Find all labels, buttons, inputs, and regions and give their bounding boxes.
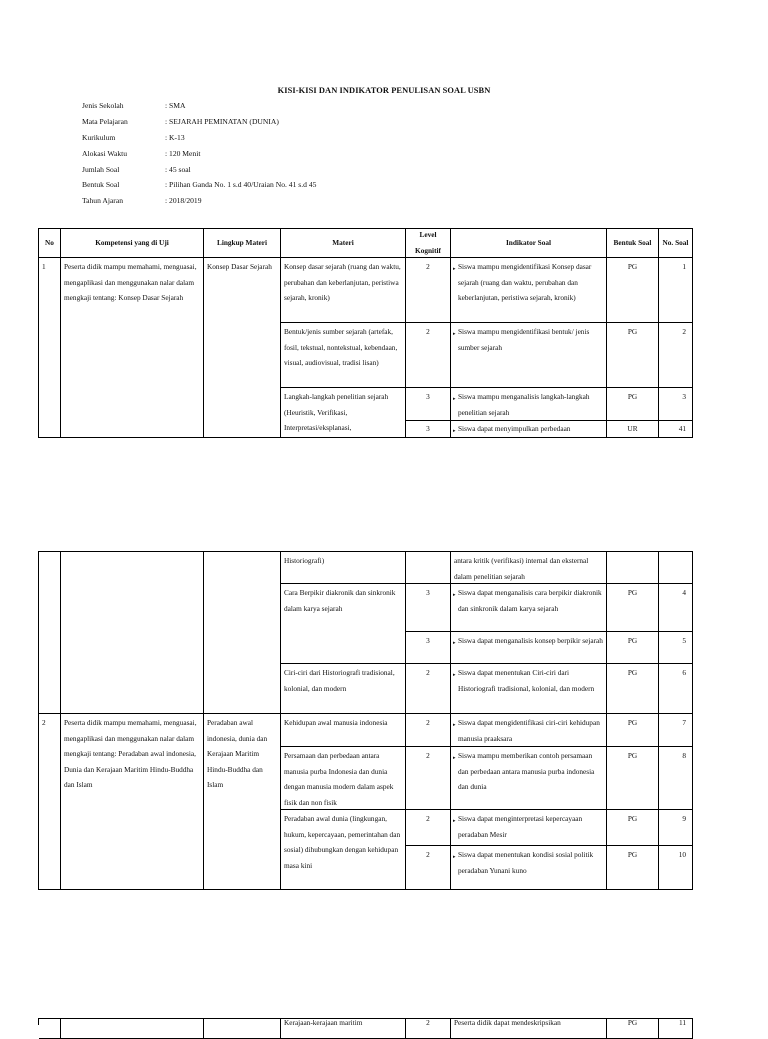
indikator-text: ▸ Siswa dapat menyimpulkan perbedaan [454,422,603,436]
materi-cell: Historiografi) [281,552,406,584]
row-number: 2 [39,714,61,890]
indikator-text: ▸ Siswa dapat menganalisis cara berpikir diakronik dan sinkronik dalam karya sejarah [454,585,603,616]
bentuk-cell: UR [607,421,659,438]
materi-cell: Langkah-langkah penelitian sejarah (Heuristik, Verifikasi, Interpretasi/eksplanasi, [281,388,406,438]
indikator-text: ▸ Siswa mampu mengidentifikasi Konsep dasar sejarah (ruang dan waktu, perubahan dan keberlanjutan, peristiwa sejarah, kronik) [454,259,603,306]
bentuk-cell: PG [607,714,659,747]
materi-cell: Bentuk/jenis sumber sejarah (artefak, fosil, tekstual, nontekstual, kebendaan, visual, audiovisual, tradisi lisan) [281,323,406,388]
lingkup-materi-cell [204,552,281,714]
indikator-cell [451,810,607,846]
indikator-text: ▸ Siswa mampu mengidentifikasi bentuk/ jenis sumber sejarah [454,324,603,355]
bentuk-cell: PG [607,258,659,323]
level-cell: 3 [406,632,451,664]
indikator-text: ▸ Siswa dapat menginterpretasi kepercayaan peradaban Mesir [454,811,603,842]
no-soal-cell: 4 [659,584,693,632]
row-number [39,552,61,714]
table-page-1 [38,228,693,438]
kompetensi-cell: Peserta didik mampu memahami, menguasai, mengaplikasi dan menggunakan nalar dalam mengkaji tentang: Peradaban awal indonesia, Dunia dan Kerajaan Maritim Hindu-Buddha dan Islam [61,714,204,890]
no-soal-cell: 10 [659,846,693,890]
level-cell: 3 [406,421,451,438]
no-soal-cell: 8 [659,747,693,810]
bentuk-cell: PG [607,388,659,421]
indikator-cell [451,846,607,890]
indikator-cell [451,323,607,388]
indikator-cell [451,421,607,438]
indikator-cell: antara kritik (verifikasi) internal dan eksternal dalam penelitian sejarah [451,552,607,584]
materi-cell: Persamaan dan perbedaan antara manusia purba Indonesia dan dunia dengan manusia modern dalam aspek fisik dan non fisik [281,747,406,810]
indikator-text: ▸ Siswa dapat menganalisis konsep berpikir sejarah [454,633,603,649]
materi-cell: Cara Berpikir diakronik dan sinkronik dalam karya sejarah [281,584,406,664]
level-cell: 2 [406,714,451,747]
no-soal-cell [659,552,693,584]
indikator-cell: Peserta didik dapat mendeskripsikan [451,1019,607,1039]
indikator-text: ▸ Siswa mampu menganalisis langkah-langkah penelitian sejarah [454,389,603,420]
indikator-cell [451,747,607,810]
indikator-cell [451,258,607,323]
no-soal-cell: 5 [659,632,693,664]
no-soal-cell: 9 [659,810,693,846]
indikator-cell [451,584,607,632]
header-no: No [39,229,61,258]
no-soal-cell: 11 [659,1019,693,1039]
bentuk-cell: PG [607,632,659,664]
indikator-text: ▸ Siswa dapat menentukan kondisi sosial politik peradaban Yunani kuno [454,847,603,878]
header-level-kognitif: Level Kognitif [406,229,451,258]
kompetensi-cell [61,1019,204,1039]
header-no-soal: No. Soal [659,229,693,258]
bentuk-cell [607,552,659,584]
indikator-text: ▸ Siswa mampu memberikan contoh persamaan dan perbedaan antara manusia purba indonesia dan dunia [454,748,603,795]
bentuk-cell: PG [607,846,659,890]
row-number [39,1019,61,1039]
document-title: KISI-KISI DAN INDIKATOR PENULISAN SOAL USBN [277,86,491,95]
level-cell: 2 [406,664,451,714]
bentuk-cell: PG [607,664,659,714]
level-cell: 2 [406,258,451,323]
level-cell: 2 [406,846,451,890]
level-cell: 2 [406,747,451,810]
materi-cell: Kehidupan awal manusia indonesia [281,714,406,747]
materi-cell: Peradaban awal dunia (lingkungan, hukum, kepercayaan, pemerintahan dan sosial) dihubungkan dengan kehidupan masa kini [281,810,406,890]
header-kompetensi: Kompetensi yang di Uji [61,229,204,258]
indikator-cell [451,388,607,421]
materi-cell: Konsep dasar sejarah (ruang dan waktu, perubahan dan keberlanjutan, peristiwa sejarah, kronik) [281,258,406,323]
indikator-cell [451,664,607,714]
level-cell: 2 [406,1019,451,1039]
bentuk-cell: PG [607,810,659,846]
no-soal-cell: 7 [659,714,693,747]
header-indikator-soal: Indikator Soal [451,229,607,258]
lingkup-materi-cell [204,1019,281,1039]
materi-cell: Ciri-ciri dari Historiografi tradisional, kolonial, dan modern [281,664,406,714]
indikator-text: ▸ Siswa dapat mengidentifikasi ciri-ciri kehidupan manusia praaksara [454,715,603,746]
kompetensi-cell: Peserta didik mampu memahami, menguasai, mengaplikasi dan menggunakan nalar dalam mengkaji tentang: Konsep Dasar Sejarah [61,258,204,438]
no-soal-cell: 6 [659,664,693,714]
no-soal-cell: 41 [659,421,693,438]
materi-cell: Kerajaan-kerajaan maritim [281,1019,406,1039]
level-cell [406,552,451,584]
level-cell: 3 [406,584,451,632]
no-soal-cell: 2 [659,323,693,388]
indikator-cell [451,714,607,747]
table-page-2 [38,551,693,890]
no-soal-cell: 1 [659,258,693,323]
row-number: 1 [39,258,61,438]
lingkup-materi-cell: Peradaban awal indonesia, dunia dan Kerajaan Maritim Hindu-Buddha dan Islam [204,714,281,890]
level-cell: 2 [406,810,451,846]
indikator-cell [451,632,607,664]
level-cell: 3 [406,388,451,421]
kompetensi-cell [61,552,204,714]
bentuk-cell: PG [607,1019,659,1039]
lingkup-materi-cell: Konsep Dasar Sejarah [204,258,281,438]
level-cell: 2 [406,323,451,388]
bentuk-cell: PG [607,323,659,388]
header-lingkup-materi: Lingkup Materi [204,229,281,258]
header-bentuk-soal: Bentuk Soal [607,229,659,258]
indikator-text: ▸ Siswa dapat menentukan Ciri-ciri dari Historiografi tradisional, kolonial, dan modern [454,665,603,696]
header-materi: Materi [281,229,406,258]
bentuk-cell: PG [607,747,659,810]
no-soal-cell: 3 [659,388,693,421]
bentuk-cell: PG [607,584,659,632]
